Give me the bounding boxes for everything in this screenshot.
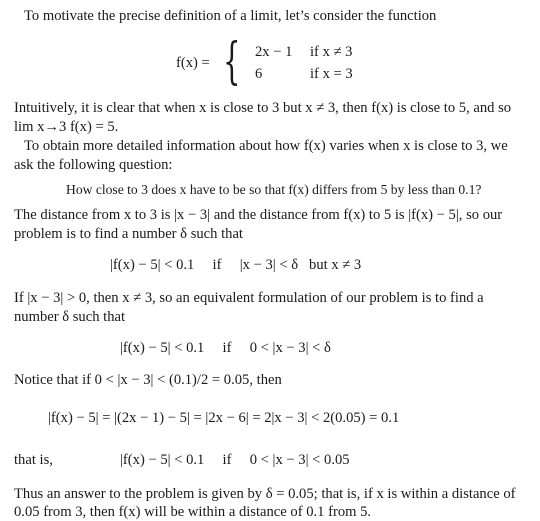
case-1-expression: 2x − 1 [255,44,293,60]
paragraph-1-line-2: lim x→3 f(x) = 5. [14,119,119,135]
equation-4: |f(x) − 5| < 0.1 if 0 < |x − 3| < 0.05 [120,452,350,468]
equation-3: |f(x) − 5| = |(2x − 1) − 5| = |2x − 6| = 2|x − 3| < 2(0.05) = 0.1 [48,410,400,426]
paragraph-6-line-1: Thus an answer to the problem is given by δ = 0.05; that is, if x is within a distance of [14,486,516,502]
paragraph-2-line-2: ask the following question: [14,157,173,173]
paragraph-1-line-1: Intuitively, it is clear that when x is close to 3 but x ≠ 3, then f(x) is close to 5, and so [14,100,512,116]
paragraph-6-line-2: 0.05 from 3, then f(x) will be within a distance of 0.1 from 5. [14,504,372,520]
equation-2: |f(x) − 5| < 0.1 if 0 < |x − 3| < δ [120,340,331,356]
question-text: How close to 3 does x have to be so that f(x) differs from 5 by less than 0.1? [66,182,482,197]
paragraph-2-line-1: To obtain more detailed information about how f(x) varies when x is close to 3, we [24,138,508,154]
paragraph-4-line-1: If |x − 3| > 0, then x ≠ 3, so an equivalent formulation of our problem is to find a [14,290,484,306]
paragraph-3-line-1: The distance from x to 3 is |x − 3| and the distance from f(x) to 5 is |f(x) − 5|, so our [14,207,503,223]
that-is-label: that is, [14,452,53,468]
function-label: f(x) = [176,55,210,71]
case-2-condition: if x = 3 [310,66,353,82]
paragraph-5: Notice that if 0 < |x − 3| < (0.1)/2 = 0.05, then [14,372,282,388]
case-1-condition: if x ≠ 3 [310,44,353,60]
intro-text: To motivate the precise definition of a limit, let’s consider the function [24,8,437,24]
paragraph-4-line-2: number δ such that [14,309,126,325]
piecewise-definition [140,32,400,90]
equation-1: |f(x) − 5| < 0.1 if |x − 3| < δ but x ≠ 3 [110,257,362,273]
left-brace: { [223,32,241,90]
case-2-expression: 6 [255,66,263,82]
paragraph-3-line-2: problem is to find a number δ such that [14,226,243,242]
